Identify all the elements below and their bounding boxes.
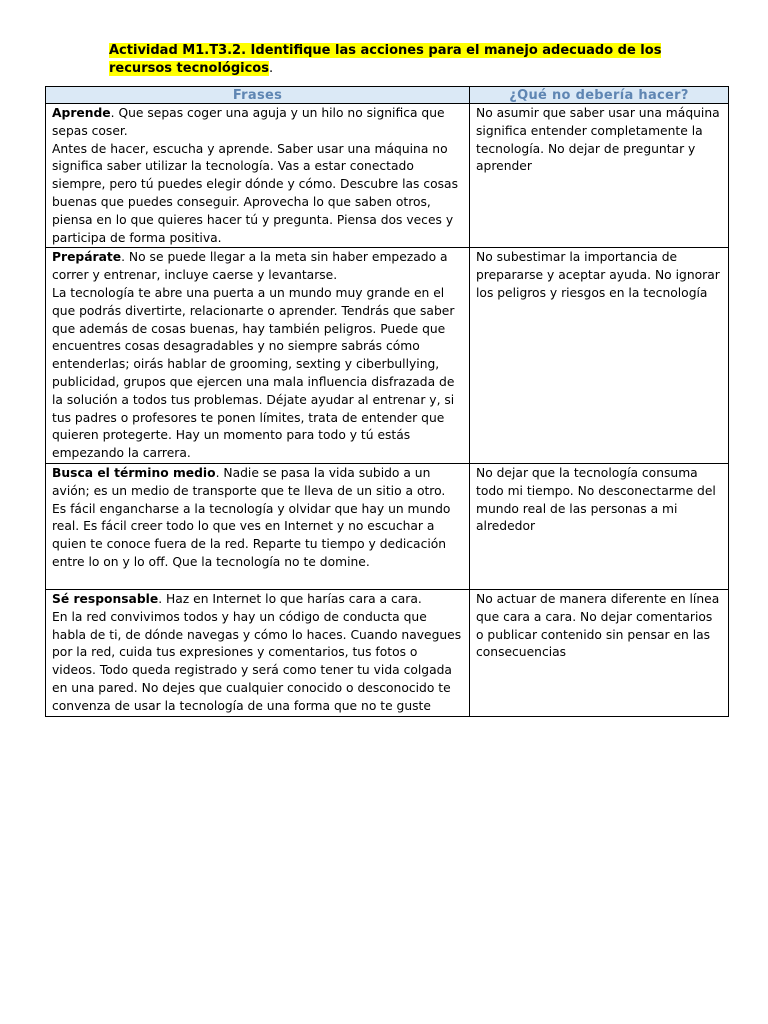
activity-title-period: . [268, 61, 274, 76]
phrase-body: Antes de hacer, escucha y aprende. Saber usar una máquina no significa saber utilizar la tecnología. Vas a estar conectado siempre, pero tú puedes elegir dónde y cómo. Descubre las cosas buenas que puedes conseguir. Aprovecha lo que saben otros, piensa en lo que quieres hacer tú y pregunta. Piensa dos veces y participa de forma positiva. [52, 141, 458, 245]
header-frases: Frases [46, 87, 470, 104]
phrase-cell [46, 463, 470, 589]
answer-cell: No subestimar la importancia de prepararse y aceptar ayuda. No ignorar los peligros y riesgos en la tecnología [470, 248, 729, 464]
table-row [46, 589, 729, 716]
phrase-term: Prepárate [52, 250, 122, 265]
answer-cell: No asumir que saber usar una máquina significa entender completamente la tecnología. No dejar de preguntar y aprender [470, 104, 729, 248]
table-row [46, 248, 729, 464]
phrase-body: La tecnología te abre una puerta a un mundo muy grande en el que podrás divertirte, relacionarte o aprender. Tendrás que saber que además de cosas buenas, hay también peligros. Puede que encuentres cosas desagradables y no siempre sabrás cómo entenderlas; oirás hablar de grooming, sexting y ciberbullying, publicidad, grupos que ejercen una mala influencia disfrazada de la solución a todos tus problemas. Déjate ayudar al entrenar y, si tus padres o profesores te ponen límites, trata de entender que quieren protegerte. Hay un momento para todo y tú estás empezando la carrera. [52, 285, 455, 461]
phrase-lead: . No se puede llegar a la meta sin haber empezado a correr y entrenar, incluye caerse y levantarse. [52, 250, 448, 283]
activity-table [45, 86, 729, 717]
phrase-term: Aprende [52, 106, 111, 120]
phrase-body: En la red convivimos todos y hay un código de conducta que habla de ti, de dónde navegas y cómo lo haces. Cuando navegues por la red, cuida tus expresiones y comentarios, tus fotos o videos. Todo queda registrado y será como tener tu vida colgada en una pared. No dejes que cualquier conocido o desconocido te convenza de usar la tecnología de una forma que no te guste [52, 609, 462, 713]
phrase-body: Es fácil engancharse a la tecnología y olvidar que hay un mundo real. Es fácil creer todo lo que ves en Internet y no escuchar a quien te conoce fuera de la red. Reparte tu tiempo y dedicación entre lo on y lo off. Que la tecnología no te domine. [52, 501, 451, 569]
activity-title-highlight: Actividad M1.T3.2. Identifique las acciones para el manejo adecuado de los recursos tecnológicos [109, 43, 662, 76]
phrase-lead: . Haz en Internet lo que harías cara a cara. [158, 591, 422, 606]
phrase-cell [46, 104, 470, 248]
phrase-cell [46, 248, 470, 464]
phrase-term: Sé responsable [52, 591, 159, 606]
answer-cell: No actuar de manera diferente en línea que cara a cara. No dejar comentarios o publicar contenido sin pensar en las consecuencias [470, 589, 729, 716]
header-que-no-deberia-hacer: ¿Qué no debería hacer? [470, 87, 729, 104]
phrase-lead: . Nadie se pasa la vida subido a un avión; es un medio de transporte que te lleva de un sitio a otro. [52, 465, 446, 498]
table-row [46, 463, 729, 589]
answer-cell: No dejar que la tecnología consuma todo mi tiempo. No desconectarme del mundo real de las personas a mi alrededor [470, 463, 729, 589]
phrase-lead: . Que sepas coger una aguja y un hilo no significa que sepas coser. [52, 106, 445, 138]
table-header-row [46, 87, 729, 104]
phrase-term: Busca el término medio [52, 465, 216, 480]
phrase-cell [46, 589, 470, 716]
table-row [46, 104, 729, 248]
activity-title [109, 42, 669, 78]
